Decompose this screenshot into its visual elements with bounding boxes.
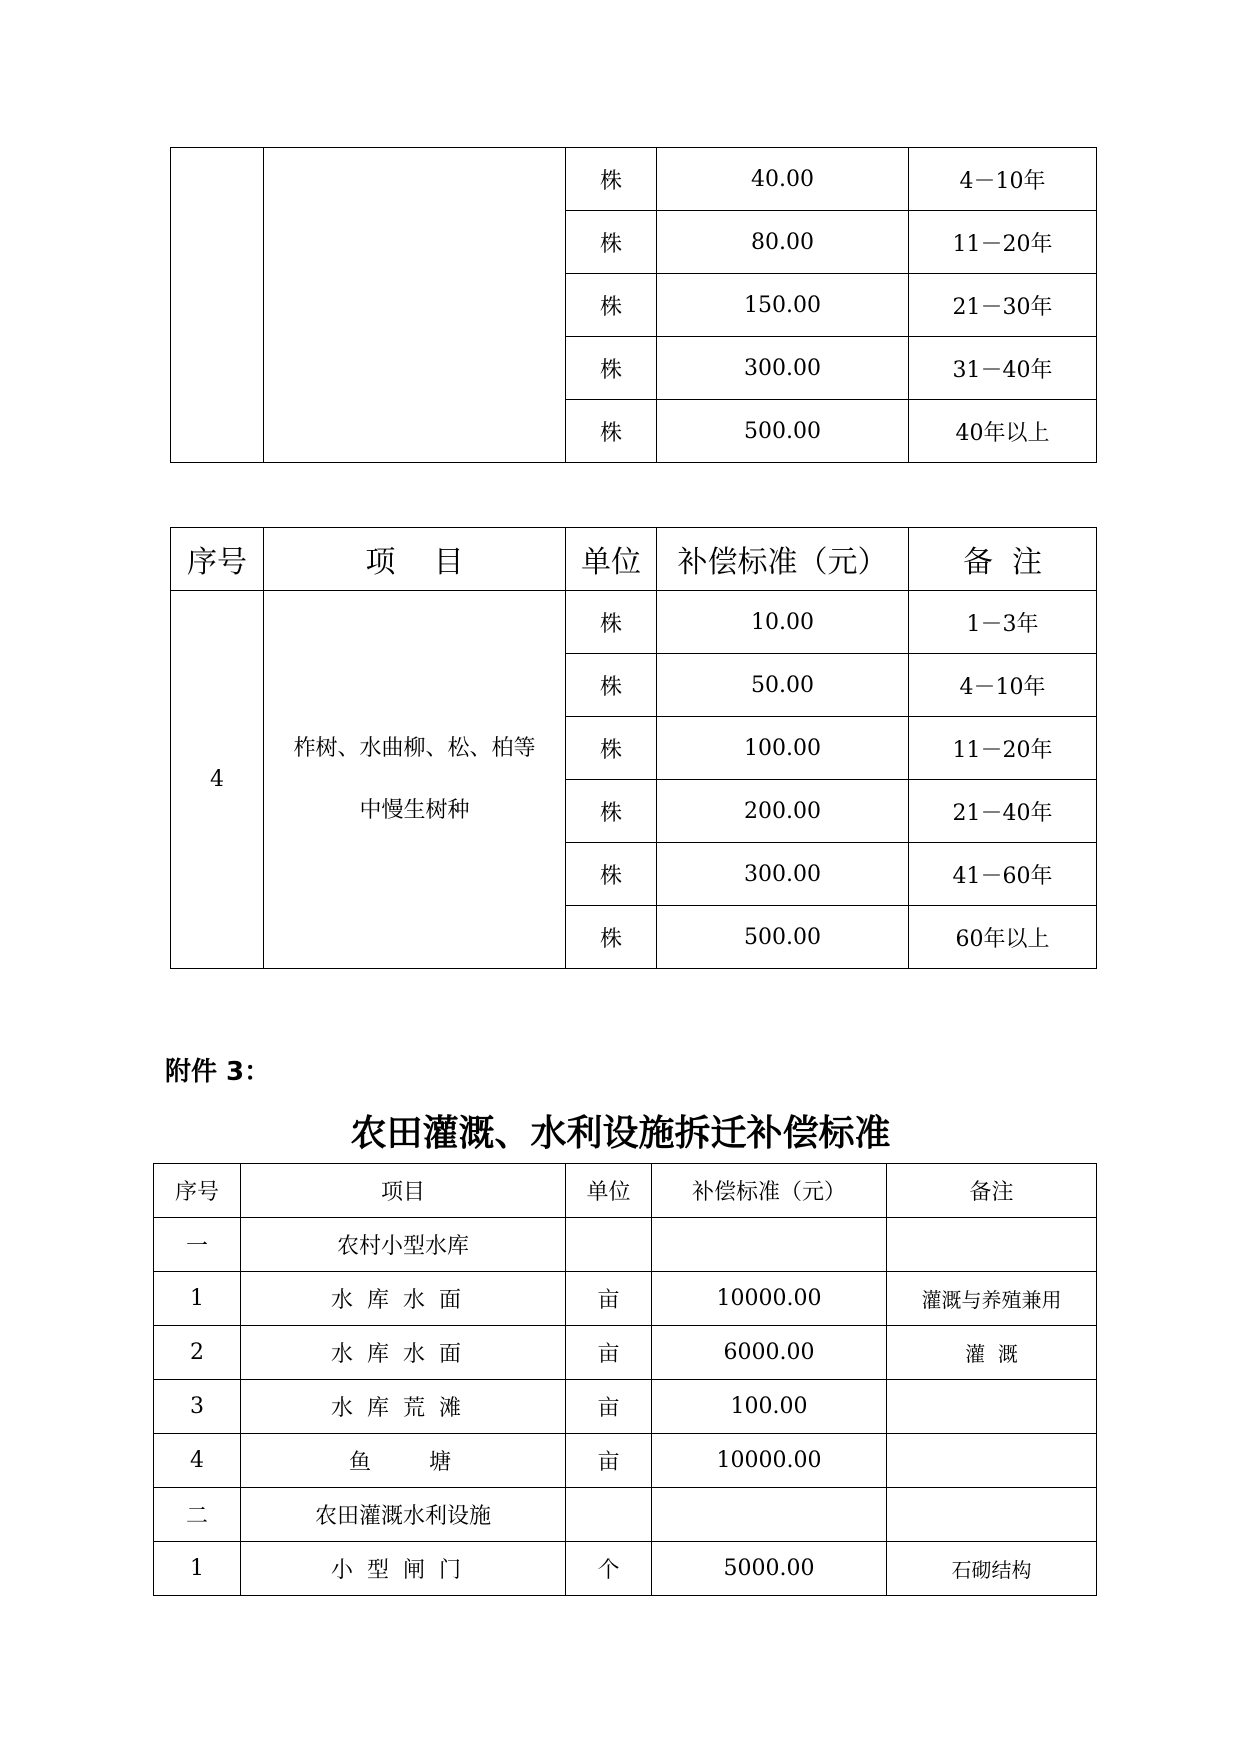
header-unit: 单位: [566, 528, 657, 591]
unit-cell: 株: [566, 906, 657, 969]
note-cell: [887, 1434, 1097, 1488]
table-row: [171, 148, 1097, 211]
item-cell: 鱼 塘: [241, 1434, 566, 1488]
item-cell: 农田灌溉水利设施: [241, 1488, 566, 1542]
standard-cell: [652, 1218, 887, 1272]
note-cell: 21－40年: [909, 780, 1097, 843]
standard-cell: 6000.00: [652, 1326, 887, 1380]
item-cell: 水库荒滩: [241, 1380, 566, 1434]
table-row: [154, 1326, 1097, 1380]
item-line: 柞树、水曲柳、松、柏等: [293, 735, 536, 761]
standard-cell: [652, 1488, 887, 1542]
note-cell: 1－3年: [909, 591, 1097, 654]
note-cell: 41－60年: [909, 843, 1097, 906]
seq-cell: 二: [154, 1488, 241, 1542]
page-title: 农田灌溉、水利设施拆迁补偿标准: [350, 1113, 891, 1154]
unit-cell: 株: [566, 843, 657, 906]
unit-cell: 株: [566, 274, 657, 337]
unit-cell: [566, 1488, 652, 1542]
unit-cell: 株: [566, 400, 657, 463]
item-cell: 水库水面: [241, 1272, 566, 1326]
header-note: 备 注: [909, 528, 1097, 591]
unit-cell: 亩: [566, 1434, 652, 1488]
standard-cell: 500.00: [657, 400, 909, 463]
seq-cell: 1: [154, 1542, 241, 1596]
seq-cell: 3: [154, 1380, 241, 1434]
compensation-table-continued: [170, 147, 1097, 463]
header-unit: 单位: [566, 1164, 652, 1218]
standard-cell: 80.00: [657, 211, 909, 274]
irrigation-compensation-table: [153, 1163, 1097, 1596]
header-item: 项目: [241, 1164, 566, 1218]
header-item: 项 目: [264, 528, 566, 591]
seq-cell: 一: [154, 1218, 241, 1272]
unit-cell: 亩: [566, 1272, 652, 1326]
seq-cell: 2: [154, 1326, 241, 1380]
standard-cell: 40.00: [657, 148, 909, 211]
table-row: [154, 1380, 1097, 1434]
seq-cell: 4: [154, 1434, 241, 1488]
item-cell: [264, 148, 566, 463]
standard-cell: 5000.00: [652, 1542, 887, 1596]
header-note: 备注: [887, 1164, 1097, 1218]
note-cell: 石砌结构: [887, 1542, 1097, 1596]
header-standard: 补偿标准（元）: [657, 528, 909, 591]
item-cell: [264, 591, 566, 969]
seq-cell: [171, 148, 264, 463]
seq-cell: 4: [171, 591, 264, 969]
standard-cell: 150.00: [657, 274, 909, 337]
note-cell: 21－30年: [909, 274, 1097, 337]
standard-cell: 200.00: [657, 780, 909, 843]
unit-cell: [566, 1218, 652, 1272]
unit-cell: 株: [566, 717, 657, 780]
table-header-row: [154, 1164, 1097, 1218]
table-row: [154, 1218, 1097, 1272]
note-cell: 60年以上: [909, 906, 1097, 969]
note-cell: 11－20年: [909, 211, 1097, 274]
unit-cell: 亩: [566, 1326, 652, 1380]
note-cell: 灌溉与养殖兼用: [887, 1272, 1097, 1326]
note-cell: 40年以上: [909, 400, 1097, 463]
unit-cell: 株: [566, 337, 657, 400]
note-cell: [887, 1488, 1097, 1542]
table-row: [154, 1542, 1097, 1596]
standard-cell: 50.00: [657, 654, 909, 717]
attachment-label: 附件 3：: [165, 1057, 271, 1087]
standard-cell: 100.00: [657, 717, 909, 780]
unit-cell: 株: [566, 654, 657, 717]
standard-cell: 10000.00: [652, 1272, 887, 1326]
tree-compensation-table: [170, 527, 1097, 969]
note-cell: [887, 1380, 1097, 1434]
unit-cell: 株: [566, 148, 657, 211]
table-row: [154, 1488, 1097, 1542]
table-row: [154, 1272, 1097, 1326]
note-cell: 灌 溉: [887, 1326, 1097, 1380]
unit-cell: 亩: [566, 1380, 652, 1434]
unit-cell: 株: [566, 591, 657, 654]
unit-cell: 株: [566, 211, 657, 274]
standard-cell: 300.00: [657, 843, 909, 906]
table-row: [154, 1434, 1097, 1488]
standard-cell: 10000.00: [652, 1434, 887, 1488]
header-seq: 序号: [171, 528, 264, 591]
item-cell: 小型闸门: [241, 1542, 566, 1596]
standard-cell: 500.00: [657, 906, 909, 969]
standard-cell: 300.00: [657, 337, 909, 400]
unit-cell: 个: [566, 1542, 652, 1596]
table-row: [171, 591, 1097, 654]
header-standard: 补偿标准（元）: [652, 1164, 887, 1218]
header-seq: 序号: [154, 1164, 241, 1218]
standard-cell: 10.00: [657, 591, 909, 654]
standard-cell: 100.00: [652, 1380, 887, 1434]
seq-cell: 1: [154, 1272, 241, 1326]
note-cell: 31－40年: [909, 337, 1097, 400]
item-cell: 农村小型水库: [241, 1218, 566, 1272]
note-cell: [887, 1218, 1097, 1272]
unit-cell: 株: [566, 780, 657, 843]
table-header-row: [171, 528, 1097, 591]
item-cell: 水库水面: [241, 1326, 566, 1380]
item-line: 中慢生树种: [359, 797, 470, 823]
note-cell: 4－10年: [909, 654, 1097, 717]
note-cell: 11－20年: [909, 717, 1097, 780]
note-cell: 4－10年: [909, 148, 1097, 211]
